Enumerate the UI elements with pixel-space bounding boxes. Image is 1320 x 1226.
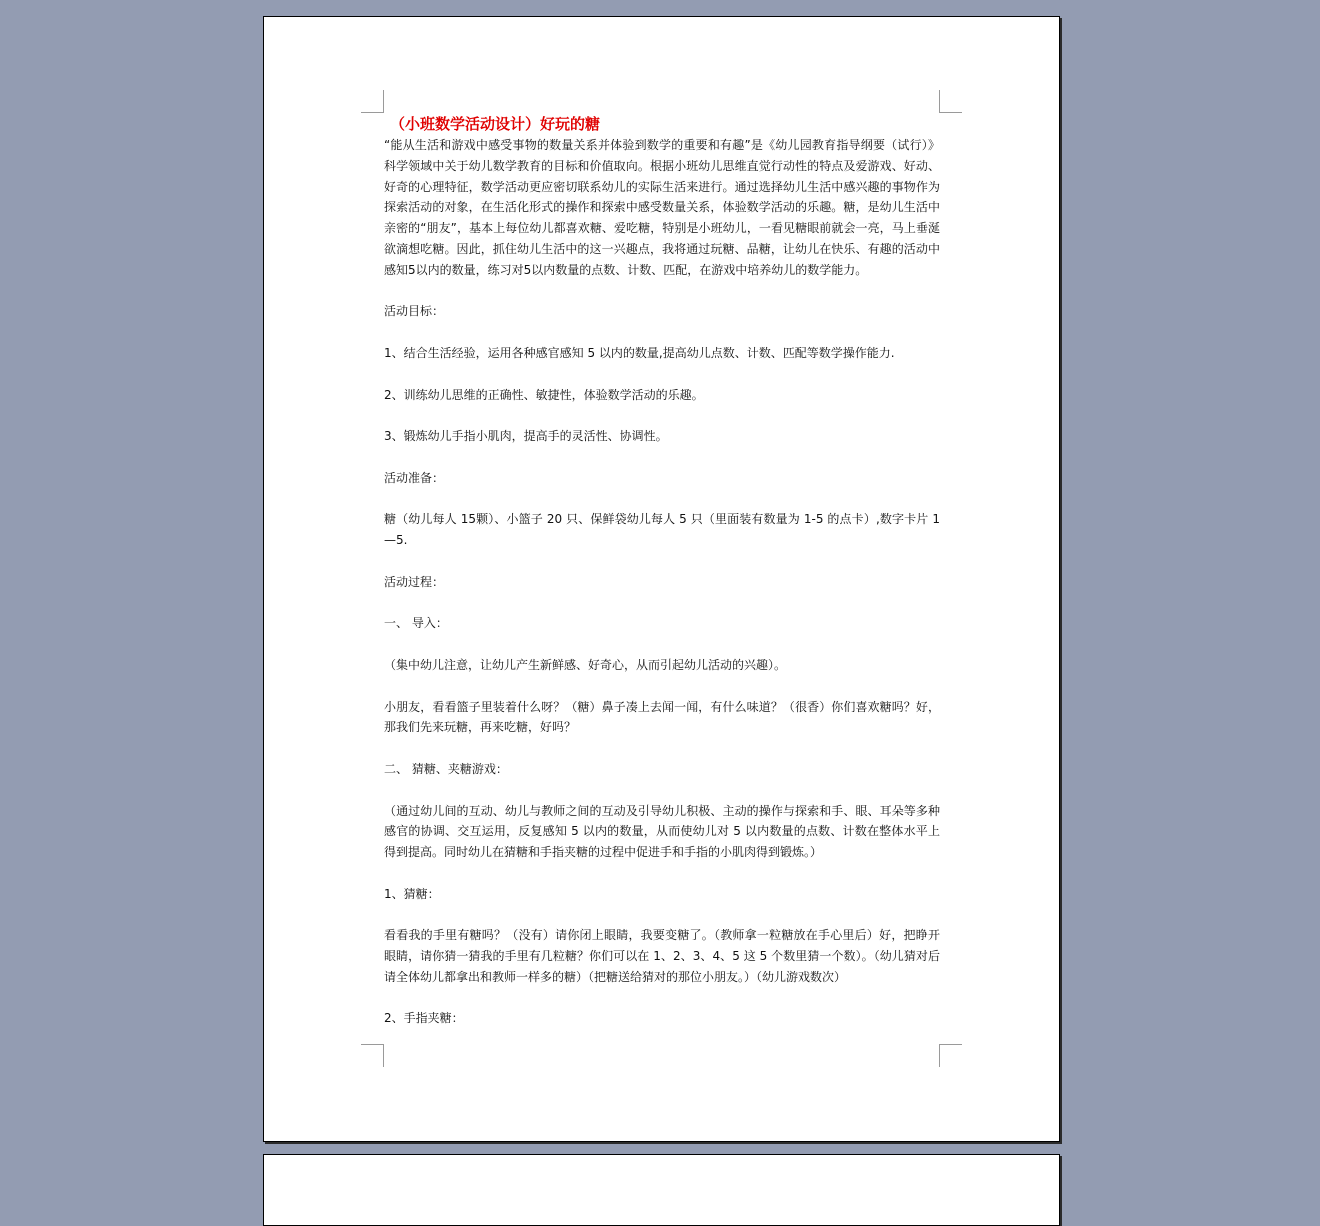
step-2-heading: 二、 猜糖、夹糖游戏： <box>384 761 508 776</box>
step-1-note: （集中幼儿注意，让幼儿产生新鲜感、好奇心，从而引起幼儿活动的兴趣）。 <box>384 657 787 672</box>
sub-step-1-text: 看看我的手里有糖吗？（没有）请你闭上眼睛，我要变糖了。（教师拿一粒糖放在手心里后）好，把睁开眼睛，请你猜一猜我的手里有几粒糖？你们可以在 1、2、3、4、5 这 5 个数里猜一个数）。（幼儿猜对后请全体幼儿都拿出和教师一样多的糖）（把糖送给猜对的那位小朋友。）（幼儿游戏数次） <box>384 928 940 984</box>
sub-step-1-heading: 1、猜糖： <box>384 886 440 901</box>
margin-mark-top-right <box>939 90 962 113</box>
next-page <box>263 1154 1060 1226</box>
margin-mark-bottom-right <box>939 1044 962 1067</box>
intro-paragraph: “能从生活和游戏中感受事物的数量关系并体验到数学的重要和有趣”是《幼儿园教育指导纲要（试行）》科学领域中关于幼儿数学教育的目标和价值取向。根据小班幼儿思维直觉行动性的特点及爱游戏、好动、好奇的心理特征，数学活动更应密切联系幼儿的实际生活来进行。通过选择幼儿生活中感兴趣的事物作为探索活动的对象，在生活化形式的操作和探索中感受数量关系，体验数学活动的乐趣。糖，是幼儿生活中亲密的“朋友”，基本上每位幼儿都喜欢糖、爱吃糖，特别是小班幼儿，一看见糖眼前就会一亮，马上垂涎欲滴想吃糖。因此，抓住幼儿生活中的这一兴趣点，我将通过玩糖、品糖，让幼儿在快乐、有趣的活动中感知5以内的数量，练习对5以内数量的点数、计数、匹配，在游戏中培养幼儿的数学能力。 <box>384 138 940 277</box>
step-1-text: 小朋友，看看篮子里装着什么呀？（糖）鼻子凑上去闻一闻，有什么味道？（很香）你们喜欢糖吗？好，那我们先来玩糖，再来吃糖，好吗？ <box>384 699 940 735</box>
document-title: （小班数学活动设计）好玩的糖 <box>390 115 601 133</box>
document-page <box>263 16 1060 1142</box>
step-1-heading: 一、 导入： <box>384 616 448 631</box>
goal-item-3: 3、锻炼幼儿手指小肌肉，提高手的灵活性、协调性。 <box>384 429 668 444</box>
margin-mark-bottom-left <box>361 1044 384 1067</box>
step-2-note: （通过幼儿间的互动、幼儿与教师之间的互动及引导幼儿积极、主动的操作与探索和手、眼、耳朵等多种感官的协调、交互运用，反复感知 5 以内的数量，从而使幼儿对 5 以内数量的点数、计数在整体水平上得到提高。同时幼儿在猜糖和手指夹糖的过程中促进手和手指的小肌肉得到锻炼。） <box>384 803 940 860</box>
goal-item-2: 2、训练幼儿思维的正确性、敏捷性，体验数学活动的乐趣。 <box>384 387 704 402</box>
prep-text: 糖（幼儿每人 15颗）、小篮子 20 只、保鲜袋幼儿每人 5 只（里面装有数量为 1-5 的点卡）,数字卡片 1—5. <box>384 512 940 548</box>
goals-heading: 活动目标： <box>384 304 445 319</box>
prep-heading: 活动准备： <box>384 470 445 485</box>
margin-mark-top-left <box>361 90 384 113</box>
goal-item-1: 1、结合生活经验，运用各种感官感知 5 以内的数量,提高幼儿点数、计数、匹配等数学操作能力. <box>384 345 895 360</box>
page-body[interactable] <box>384 114 940 1029</box>
process-heading: 活动过程： <box>384 574 445 589</box>
sub-step-2-heading: 2、手指夹糖： <box>384 1011 464 1026</box>
